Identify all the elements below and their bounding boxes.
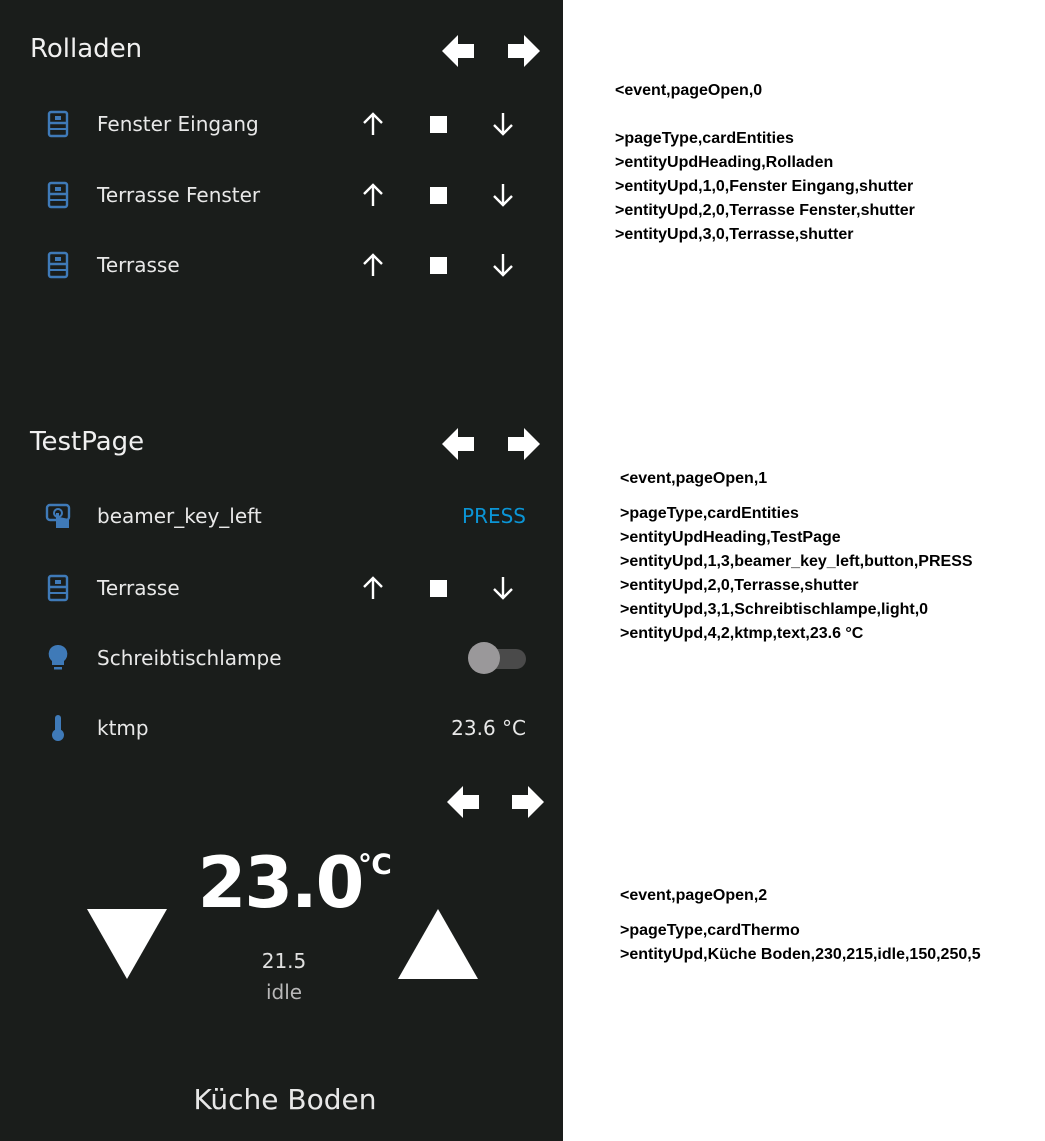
command-log-line: >pageType,cardEntities bbox=[620, 505, 799, 522]
entity-label: Terrasse Fenster bbox=[97, 183, 261, 207]
setpoint-temperature: 23.0 bbox=[197, 842, 363, 924]
command-log-line: >entityUpd,Küche Boden,230,215,idle,150,250,5 bbox=[620, 946, 981, 963]
command-log-line: >entityUpdHeading,TestPage bbox=[620, 529, 841, 546]
press-button[interactable]: PRESS bbox=[462, 504, 526, 528]
command-log-line: >entityUpdHeading,Rolladen bbox=[615, 154, 834, 171]
arrow-down-icon[interactable] bbox=[489, 574, 517, 602]
arrow-down-icon[interactable] bbox=[489, 181, 517, 209]
window-shutter-icon bbox=[45, 251, 71, 279]
event-log-line: <event,pageOpen,2 bbox=[620, 887, 768, 904]
command-log-line: >entityUpd,3,1,Schreibtischlampe,light,0 bbox=[620, 601, 929, 618]
entity-label: ktmp bbox=[97, 716, 149, 740]
command-log-line: >pageType,cardEntities bbox=[615, 130, 794, 147]
arrow-up-icon[interactable] bbox=[359, 110, 387, 138]
stop-icon[interactable] bbox=[424, 181, 452, 209]
entity-label: Terrasse bbox=[97, 253, 180, 277]
command-log-line: >entityUpd,4,2,ktmp,text,23.6 °C bbox=[620, 625, 864, 642]
command-log-line: >entityUpd,3,0,Terrasse,shutter bbox=[615, 226, 854, 243]
arrow-left-icon[interactable] bbox=[440, 426, 476, 462]
arrow-down-icon[interactable] bbox=[489, 110, 517, 138]
thermometer-icon bbox=[45, 714, 71, 742]
current-temperature: 21.5 bbox=[261, 949, 307, 973]
light-toggle[interactable] bbox=[468, 642, 526, 674]
thermostat-name: Küche Boden bbox=[193, 1083, 377, 1116]
arrow-up-icon[interactable] bbox=[359, 181, 387, 209]
temperature-up-icon[interactable] bbox=[398, 909, 478, 979]
entity-label: Schreibtischlampe bbox=[97, 646, 282, 670]
temperature-down-icon[interactable] bbox=[87, 909, 167, 979]
stop-icon[interactable] bbox=[424, 110, 452, 138]
stop-icon[interactable] bbox=[424, 251, 452, 279]
lightbulb-icon bbox=[45, 644, 71, 672]
arrow-right-icon[interactable] bbox=[506, 426, 542, 462]
command-log-line: >entityUpd,2,0,Terrasse Fenster,shutter bbox=[615, 202, 915, 219]
page-heading: Rolladen bbox=[30, 34, 143, 64]
window-shutter-icon bbox=[45, 110, 71, 138]
temperature-unit: ℃ bbox=[358, 848, 392, 881]
event-log-line: <event,pageOpen,1 bbox=[620, 470, 768, 487]
entity-label: Terrasse bbox=[97, 576, 180, 600]
stop-icon[interactable] bbox=[424, 574, 452, 602]
command-log-line: >pageType,cardThermo bbox=[620, 922, 800, 939]
command-log-line: >entityUpd,1,0,Fenster Eingang,shutter bbox=[615, 178, 914, 195]
gesture-tap-button-icon bbox=[45, 502, 71, 530]
window-shutter-icon bbox=[45, 574, 71, 602]
hvac-state: idle bbox=[265, 980, 303, 1004]
entity-value: 23.6 °C bbox=[451, 716, 526, 740]
event-log-line: <event,pageOpen,0 bbox=[615, 82, 763, 99]
window-shutter-icon bbox=[45, 181, 71, 209]
arrow-up-icon[interactable] bbox=[359, 251, 387, 279]
arrow-left-icon[interactable] bbox=[445, 784, 481, 820]
command-log-line: >entityUpd,1,3,beamer_key_left,button,PRESS bbox=[620, 553, 973, 570]
arrow-right-icon[interactable] bbox=[510, 784, 546, 820]
arrow-right-icon[interactable] bbox=[506, 33, 542, 69]
arrow-left-icon[interactable] bbox=[440, 33, 476, 69]
entity-label: Fenster Eingang bbox=[97, 112, 259, 136]
entity-label: beamer_key_left bbox=[97, 504, 262, 528]
page-heading: TestPage bbox=[30, 427, 145, 457]
arrow-up-icon[interactable] bbox=[359, 574, 387, 602]
arrow-down-icon[interactable] bbox=[489, 251, 517, 279]
command-log-line: >entityUpd,2,0,Terrasse,shutter bbox=[620, 577, 859, 594]
